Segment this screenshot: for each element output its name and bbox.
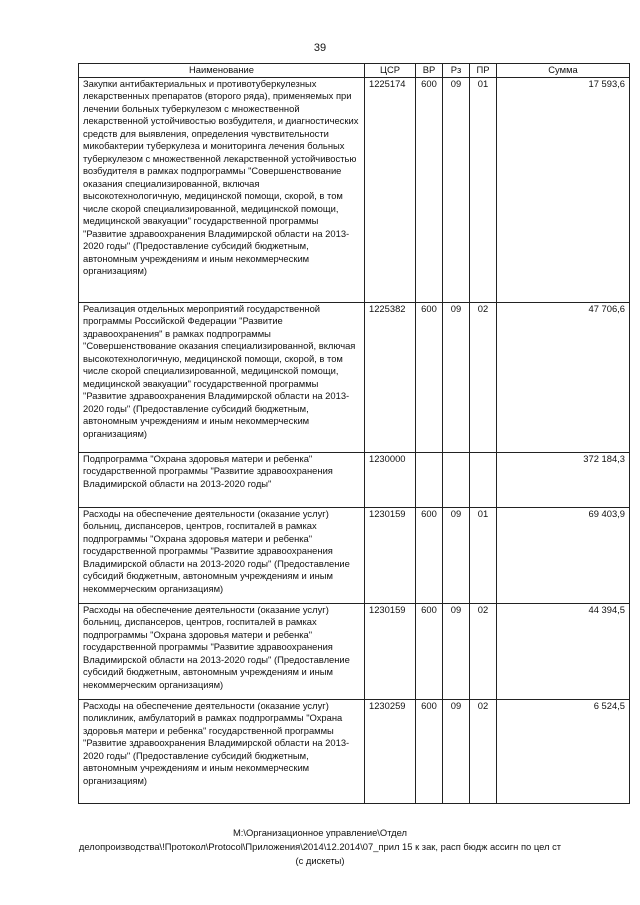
row-vr: 600 [416, 699, 443, 803]
row-pr [470, 452, 497, 507]
row-sum: 17 593,6 [497, 77, 630, 302]
row-pr: 02 [470, 302, 497, 452]
row-vr: 600 [416, 77, 443, 302]
file-path-footer [0, 826, 640, 868]
row-rz: 09 [443, 77, 470, 302]
header-pr: ПР [470, 64, 497, 78]
row-vr: 600 [416, 603, 443, 699]
row-sum: 44 394,5 [497, 603, 630, 699]
table-row [79, 452, 630, 507]
row-name: Закупки антибактериальных и противотуберкулезных лекарственных препаратов (второго ряда), применяемых при лечении больных туберкулезом с множественной лекарственной устойчивостью возбудителя, и диагностических средств для выявления, определения чувствительности микобактерии туберкулеза и мониторинга лечения больных туберкулезом с множественной лекарственной устойчивостью возбудителя в рамках подпрограммы "Совершенствование оказания специализированной, включая высокотехнологичную, медицинской помощи, скорой, в том числе скорой специализированной, медицинской помощи, медицинской эвакуации" государственной программы "Развитие здравоохранения Владимирской области на 2013-2020 годы" (Предоставление субсидий бюджетным, автономным учреждениям и иным некоммерческим организациям) [79, 77, 365, 302]
footer-line-1: M:\Организационное управление\Отдел [232, 827, 408, 838]
table-row [79, 302, 630, 452]
row-name: Расходы на обеспечение деятельности (оказание услуг) поликлиник, амбулаторий в рамках подпрограммы "Охрана здоровья матери и ребенка" государственной программы "Развитие здравоохранения Владимирской области на 2013-2020 годы" (Предоставление субсидий бюджетным, автономным учреждениям и иным некоммерческим организациям) [79, 699, 365, 803]
row-pr: 01 [470, 507, 497, 603]
row-name: Реализация отдельных мероприятий государственной программы Российской Федерации "Развитие здравоохранения" в рамках подпрограммы "Совершенствование оказания специализированной, включая высокотехнологичную, медицинской помощи, скорой, в том числе скорой специализированной, медицинской помощи, медицинской эвакуации" государственной программы "Развитие здравоохранения Владимирской области на 2013-2020 годы" (Предоставление субсидий бюджетным, автономным учреждениям и иным некоммерческим организациям) [79, 302, 365, 452]
header-csr: ЦСР [365, 64, 416, 78]
row-name: Подпрограмма "Охрана здоровья матери и ребенка" государственной программы "Развитие здравоохранения Владимирской области на 2013-2020 годы" [79, 452, 365, 507]
footer-line-3: (с дискеты) [295, 855, 345, 866]
row-vr: 600 [416, 507, 443, 603]
row-csr: 1230000 [365, 452, 416, 507]
row-rz: 09 [443, 302, 470, 452]
row-csr: 1230259 [365, 699, 416, 803]
row-sum: 372 184,3 [497, 452, 630, 507]
table-row [79, 507, 630, 603]
budget-table [78, 63, 630, 804]
row-name: Расходы на обеспечение деятельности (оказание услуг) больниц, диспансеров, центров, госпиталей в рамках подпрограммы "Охрана здоровья матери и ребенка" государственной программы "Развитие здравоохранения Владимирской области на 2013-2020 годы" (Предоставление субсидий бюджетным, автономным учреждениям и иным некоммерческим организациям) [79, 603, 365, 699]
row-sum: 6 524,5 [497, 699, 630, 803]
footer-line-2: делопроизводства\!Протокол\Protocol\Приложения\2014\12.2014\07_прил 15 к зак, расп бюдж ассигн по цел ст [78, 841, 562, 852]
header-name: Наименование [79, 64, 365, 78]
header-rz: Рз [443, 64, 470, 78]
row-sum: 69 403,9 [497, 507, 630, 603]
row-vr [416, 452, 443, 507]
row-pr: 01 [470, 77, 497, 302]
row-pr: 02 [470, 699, 497, 803]
row-pr: 02 [470, 603, 497, 699]
row-vr: 600 [416, 302, 443, 452]
row-rz: 09 [443, 603, 470, 699]
row-csr: 1230159 [365, 603, 416, 699]
table-header-row [79, 64, 630, 78]
row-name: Расходы на обеспечение деятельности (оказание услуг) больниц, диспансеров, центров, госпиталей в рамках подпрограммы "Охрана здоровья матери и ребенка" государственной программы "Развитие здравоохранения Владимирской области на 2013-2020 годы" (Предоставление субсидий бюджетным, автономным учреждениям и иным некоммерческим организациям) [79, 507, 365, 603]
table-row [79, 603, 630, 699]
row-csr: 1225382 [365, 302, 416, 452]
row-rz: 09 [443, 507, 470, 603]
row-csr: 1225174 [365, 77, 416, 302]
row-csr: 1230159 [365, 507, 416, 603]
page-number: 39 [313, 42, 327, 54]
row-rz [443, 452, 470, 507]
header-sum: Сумма [497, 64, 630, 78]
table-row [79, 699, 630, 803]
table-row [79, 77, 630, 302]
row-rz: 09 [443, 699, 470, 803]
row-sum: 47 706,6 [497, 302, 630, 452]
header-vr: ВР [416, 64, 443, 78]
